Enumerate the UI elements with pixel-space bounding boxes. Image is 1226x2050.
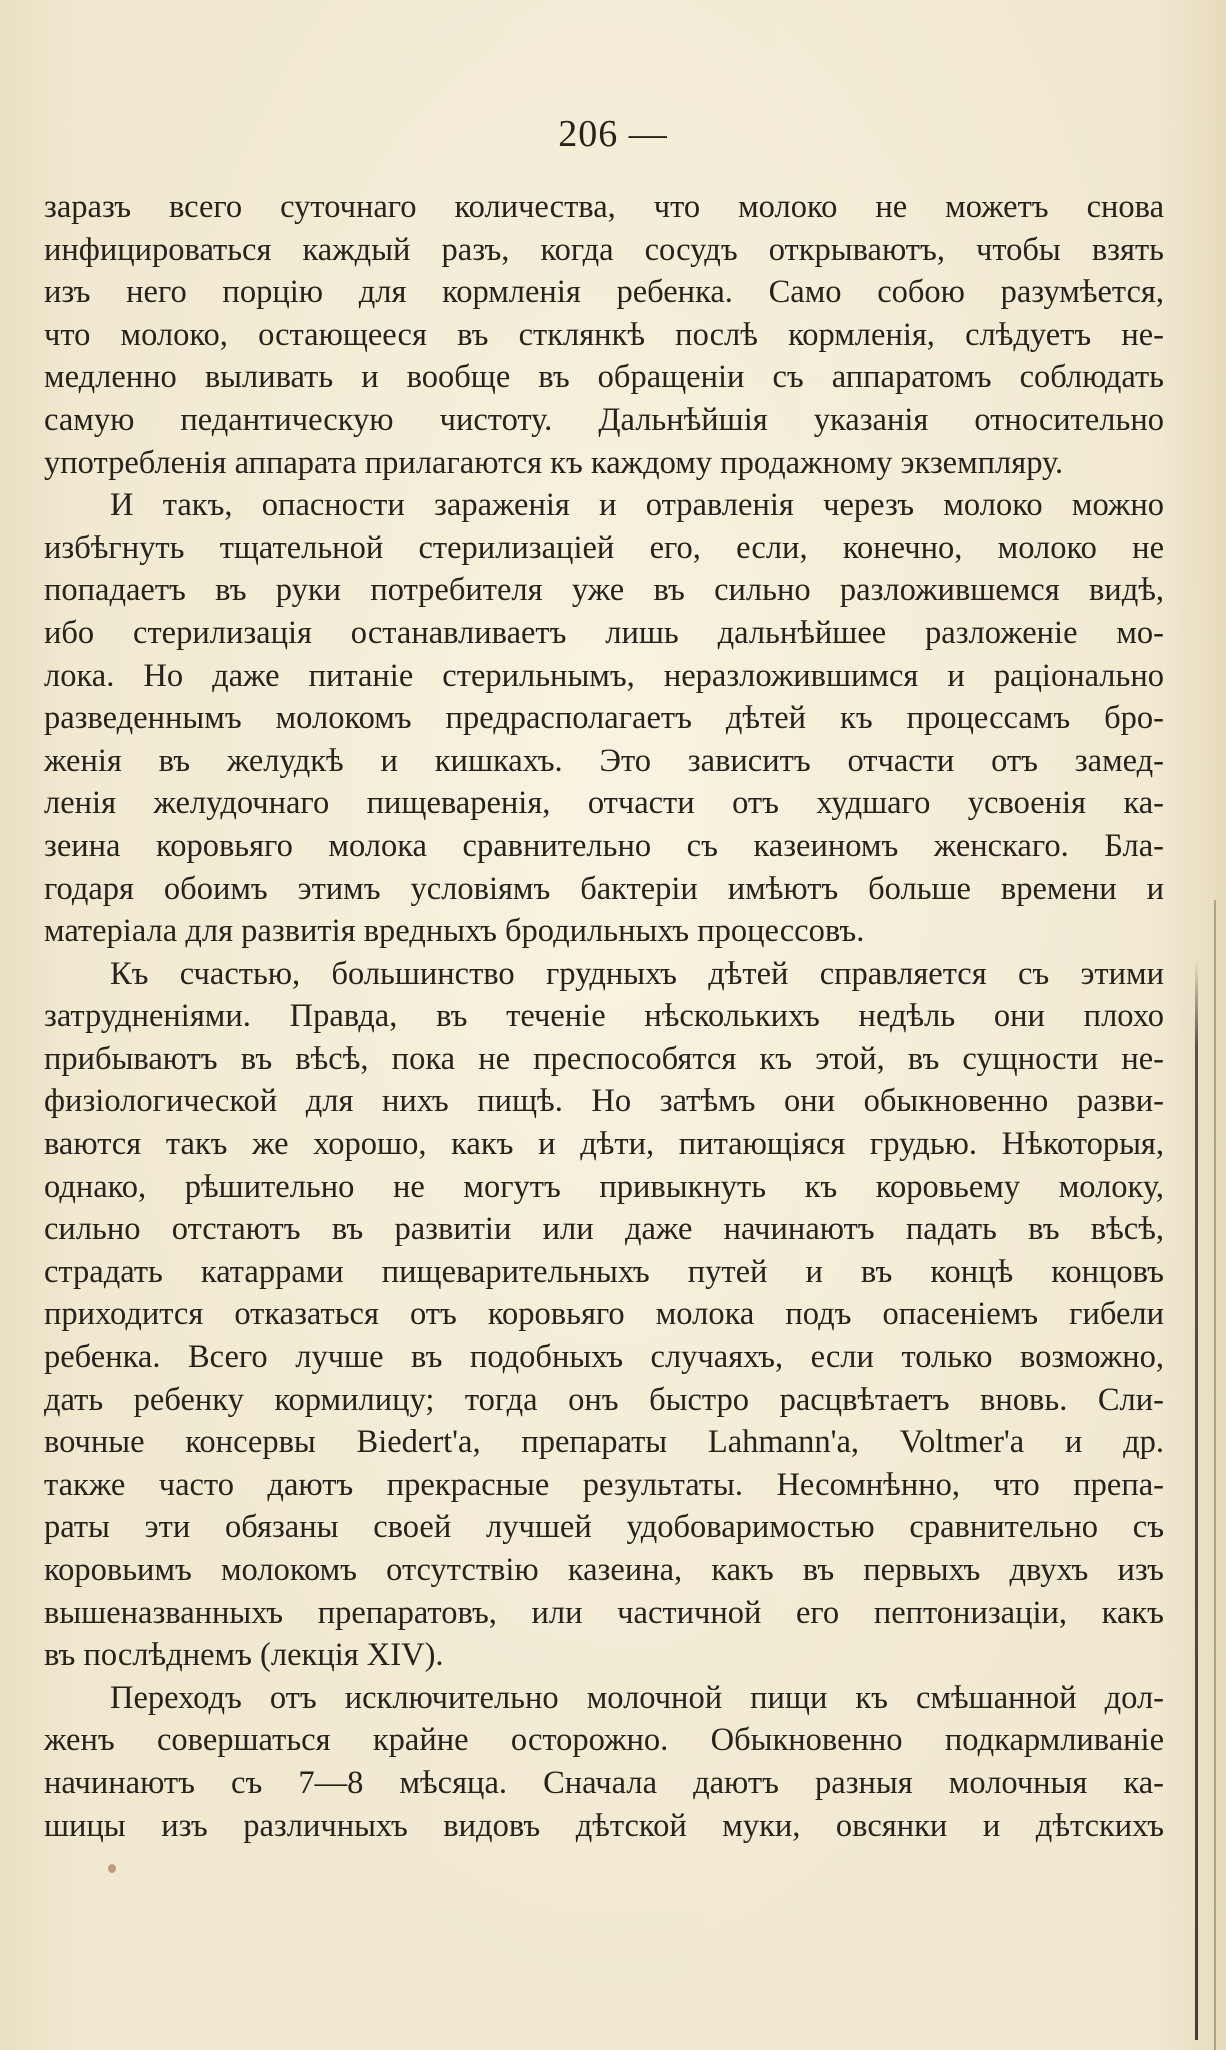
text-line: вышеназванныхъ препаратовъ, или частичной его пептонизаціи, какъ bbox=[44, 1594, 1164, 1631]
text-line: И такъ, опасности зараженія и отравленія черезъ молоко можно bbox=[110, 487, 1164, 524]
text-line: дать ребенку кормилицу; тогда онъ быстро расцвѣтаетъ вновь. Сли- bbox=[44, 1381, 1164, 1418]
text-line: страдать катаррами пищеварительныхъ путей и въ концѣ концовъ bbox=[44, 1253, 1164, 1290]
text-line: зеина коровьяго молока сравнительно съ казеиномъ женскаго. Бла- bbox=[44, 827, 1164, 864]
text-line: лока. Но даже питаніе стерильнымъ, неразложившимся и раціонально bbox=[44, 657, 1164, 694]
text-line: приходится отказаться отъ коровьяго молока подъ опасеніемъ гибели bbox=[44, 1296, 1164, 1333]
text-line: матеріала для развитія вредныхъ бродильныхъ процессовъ. bbox=[44, 913, 865, 950]
text-line: разведеннымъ молокомъ предрасполагаетъ дѣтей къ процессамъ бро- bbox=[44, 700, 1164, 737]
page-number: 206 — bbox=[558, 113, 668, 155]
text-line: Переходъ отъ исключительно молочной пищи къ смѣшанной дол- bbox=[110, 1679, 1164, 1716]
text-line: начинаютъ съ 7—8 мѣсяца. Сначала даютъ разныя молочныя ка- bbox=[44, 1764, 1164, 1801]
text-line: также часто даютъ прекрасные результаты. Несомнѣнно, что препа- bbox=[44, 1466, 1164, 1503]
text-line: вочные консервы Biedert'а, препараты Lahmann'а, Voltmer'а и др. bbox=[44, 1424, 1164, 1461]
text-line: ибо стерилизація останавливаетъ лишь дальнѣйшее разложеніе мо- bbox=[44, 614, 1164, 651]
text-line: ваются такъ же хорошо, какъ и дѣти, питающіяся грудью. Нѣкоторыя, bbox=[44, 1126, 1164, 1163]
text-line: инфицироваться каждый разъ, когда сосудъ открываютъ, чтобы взять bbox=[44, 231, 1164, 268]
text-line: однако, рѣшительно не могутъ привыкнуть къ коровьему молоку, bbox=[44, 1168, 1164, 1205]
text-line: сильно отстаютъ въ развитіи или даже начинаютъ падать въ вѣсѣ, bbox=[44, 1211, 1164, 1248]
text-line: употребленія аппарата прилагаются къ каждому продажному экземпляру. bbox=[44, 444, 1064, 481]
text-line: въ послѣднемъ (лекція XIV). bbox=[44, 1637, 444, 1674]
text-line: физіологической для нихъ пищѣ. Но затѣмъ они обыкновенно разви- bbox=[44, 1083, 1164, 1120]
text-line: коровьимъ молокомъ отсутствію казеина, какъ въ первыхъ двухъ изъ bbox=[44, 1552, 1164, 1588]
text-line: прибываютъ въ вѣсѣ, пока не преспособятся къ этой, въ сущности не- bbox=[44, 1040, 1164, 1077]
text-line: ленія желудочнаго пищеваренія, отчасти отъ худшаго усвоенія ка- bbox=[44, 785, 1164, 822]
text-line: раты эти обязаны своей лучшей удобоваримостью сравнительно съ bbox=[44, 1509, 1164, 1546]
text-line: годаря обоимъ этимъ условіямъ бактеріи имѣютъ больше времени и bbox=[44, 870, 1164, 907]
text-line: Къ счастью, большинство грудныхъ дѣтей справляется съ этими bbox=[110, 955, 1164, 992]
paragraph bbox=[44, 484, 1164, 953]
text-line: медленно выливать и вообще въ обращеніи съ аппаратомъ соблюдать bbox=[44, 359, 1164, 396]
page-edge-shadow bbox=[1214, 900, 1216, 2050]
body-text bbox=[44, 186, 1164, 1847]
text-line: попадаетъ въ руки потребителя уже въ сильно разложившемся видѣ, bbox=[44, 572, 1164, 609]
text-line: затрудненіями. Правда, въ теченіе нѣсколькихъ недѣль они плохо bbox=[44, 998, 1164, 1035]
paper-stain bbox=[108, 1864, 116, 1873]
text-line: ребенка. Всего лучше въ подобныхъ случаяхъ, если только возможно, bbox=[44, 1339, 1164, 1376]
text-line: самую педантическую чистоту. Дальнѣйшія указанія относительно bbox=[44, 401, 1164, 438]
text-line: женъ совершаться крайне осторожно. Обыкновенно подкармливаніе bbox=[44, 1722, 1164, 1759]
page-edge-line bbox=[1195, 960, 1198, 2040]
paragraph bbox=[44, 186, 1164, 484]
text-line: что молоко, остающееся въ стклянкѣ послѣ кормленія, слѣдуетъ не- bbox=[44, 316, 1164, 353]
text-line: заразъ всего суточнаго количества, что молоко не можетъ снова bbox=[44, 189, 1164, 225]
text-line: шицы изъ различныхъ видовъ дѣтской муки, овсянки и дѣтскихъ bbox=[44, 1807, 1164, 1844]
text-line: избѣгнуть тщательной стерилизаціей его, если, конечно, молоко не bbox=[44, 529, 1164, 566]
paragraph bbox=[44, 1677, 1164, 1847]
paragraph bbox=[44, 953, 1164, 1677]
text-line: женія въ желудкѣ и кишкахъ. Это зависитъ отчасти отъ замед- bbox=[44, 742, 1164, 779]
text-line: изъ него порцію для кормленія ребенка. Само собою разумѣется, bbox=[44, 274, 1164, 311]
